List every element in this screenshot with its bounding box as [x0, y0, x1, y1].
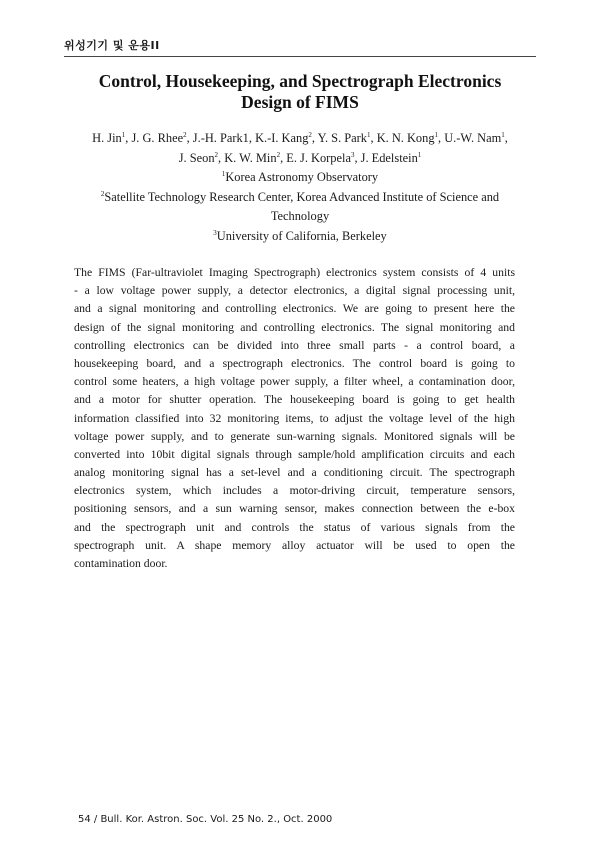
affiliation-text: Technology — [270, 209, 330, 223]
abstract-line: - a low voltage power supply, a detector electronics, a digital signal processing unit, — [74, 284, 515, 298]
author-name: , — [504, 131, 508, 145]
affiliation-marker: 2 — [214, 150, 219, 159]
author-name: , J.-H. Park1, K.-I. Kang — [186, 131, 309, 145]
title-line: Control, Housekeeping, and Spectrograph Electronics — [98, 71, 502, 91]
header-rule — [64, 56, 536, 57]
page-footer: 54 / Bull. Kor. Astron. Soc. Vol. 25 No. 2., Oct. 2000 — [78, 814, 333, 825]
abstract — [74, 264, 515, 573]
author-block — [40, 129, 560, 246]
author-name: H. Jin — [92, 131, 122, 145]
abstract-line: design of the signal monitoring and controlling electronics. The signal monitoring and — [74, 320, 515, 334]
abstract-line: and the spectrograph unit and controls the status of various signals from the — [74, 520, 515, 534]
author-name: , U.-W. Nam — [438, 131, 502, 145]
affiliation-marker: 3 — [213, 228, 217, 237]
abstract-line: contamination door. — [74, 557, 168, 570]
abstract-line: voltage power supply, and to generate sun-warning signals. Monitored signals will be — [74, 429, 515, 443]
author-name: , J. Edelstein — [354, 150, 418, 165]
paper-title — [40, 71, 560, 113]
affiliation-marker: 1 — [121, 131, 126, 139]
affiliation — [40, 207, 560, 227]
affiliation-marker: 1 — [417, 150, 422, 159]
abstract-line: housekeeping board, and a spectrograph electronics. The control board is going to — [74, 356, 515, 370]
author-name: , K. N. Kong — [370, 131, 435, 145]
abstract-line: controlling electronics can be divided into three small parts - a control board, a — [74, 338, 515, 352]
abstract-line: positioning sensors, and a sun warning sensor, makes connection between the e-box — [74, 502, 515, 516]
affiliation-marker: 2 — [183, 131, 187, 139]
affiliation — [40, 168, 560, 188]
affiliation-marker: 2 — [308, 131, 312, 139]
author-name: , Y. S. Park — [311, 131, 367, 145]
abstract-line: and a signal monitoring and controlling electronics. We are going to present here the — [74, 302, 515, 316]
abstract-line: and a motor for shutter operation. The housekeeping board is going to get health — [74, 393, 515, 407]
author-line — [40, 129, 560, 149]
abstract-line: spectrograph unit. A shape memory alloy actuator will be used to open the — [74, 538, 515, 552]
abstract-line: converted into 10bit digital signals through sample/hold amplification circuits and each — [74, 447, 515, 461]
section-header: 위성기기 및 운용II — [64, 39, 160, 52]
author-name: , K. W. Min — [218, 150, 277, 165]
affiliation-marker: 1 — [221, 170, 226, 178]
title-line: Design of FIMS — [241, 92, 359, 112]
affiliation-marker: 1 — [367, 131, 371, 139]
abstract-line: analog monitoring signal has a set-level and a conditioning circuit. The spectrograph — [74, 466, 515, 480]
abstract-line: information classified into 32 monitoring items, to adjust the voltage level of the high — [74, 411, 515, 425]
affiliation — [40, 227, 560, 247]
author-line — [40, 149, 560, 169]
author-name: , E. J. Korpela — [280, 150, 351, 165]
abstract-line: electronics system, which includes a motor-driving circuit, temperature sensors, — [74, 484, 515, 498]
abstract-line: control some heaters, a high voltage power supply, a filter wheel, a contamination door, — [74, 375, 515, 389]
affiliation — [40, 188, 560, 208]
affiliation-marker: 1 — [434, 131, 439, 139]
affiliation-marker: 2 — [276, 150, 281, 159]
affiliation-marker: 2 — [100, 189, 105, 198]
affiliation-text: Korea Astronomy Observatory — [225, 170, 379, 184]
author-name: , J. G. Rhee — [125, 131, 184, 145]
author-name: J. Seon — [178, 150, 215, 165]
affiliation-marker: 3 — [350, 150, 355, 159]
affiliation-text: Satellite Technology Research Center, Korea Advanced Institute of Science and — [104, 189, 500, 204]
abstract-line: The FIMS (Far-ultraviolet Imaging Spectrograph) electronics system consists of 4 units — [74, 266, 515, 279]
affiliation-marker: 1 — [501, 131, 505, 139]
affiliation-text: University of California, Berkeley — [216, 228, 387, 243]
